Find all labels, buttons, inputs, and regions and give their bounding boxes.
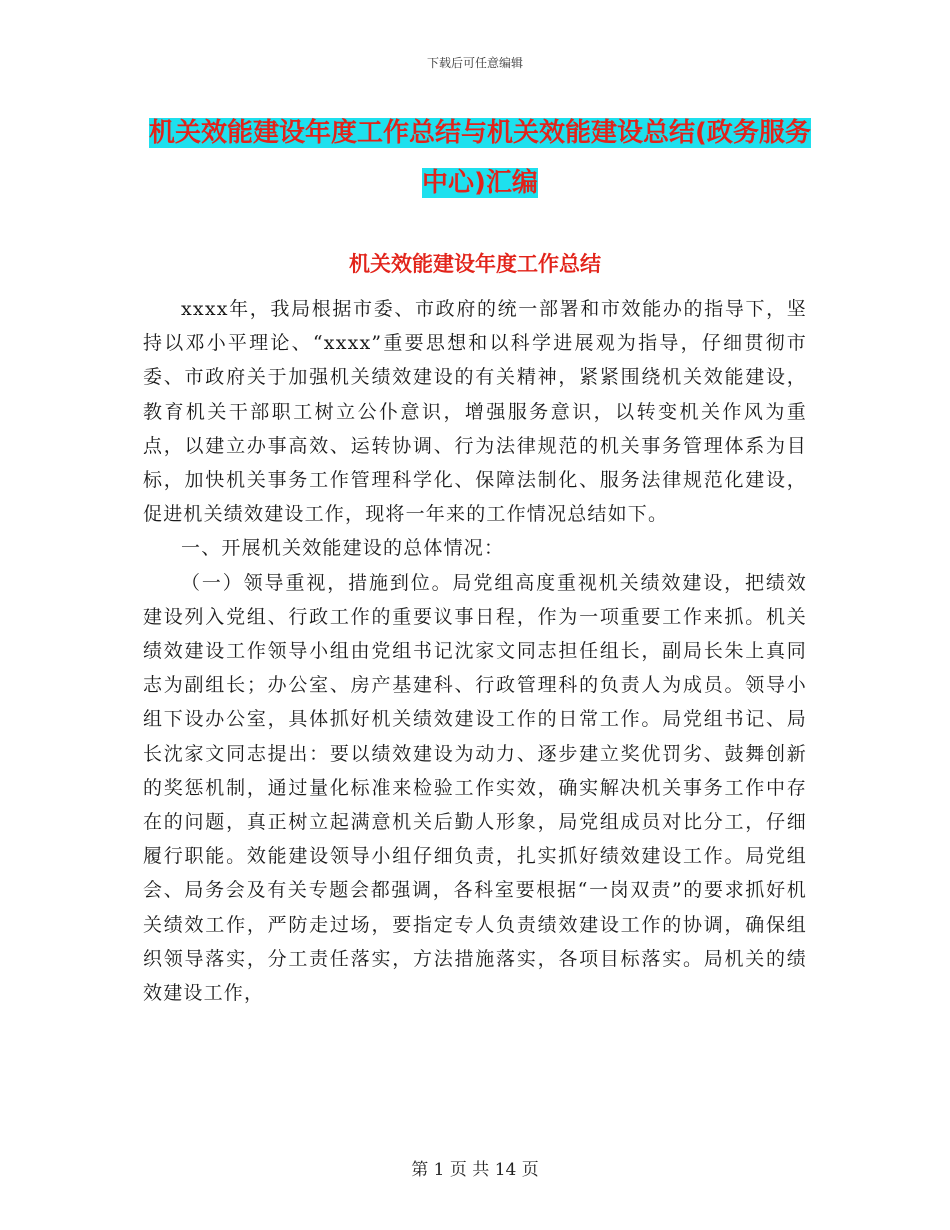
body-text (143, 292, 807, 1010)
page-footer: 第 1 页 共 14 页 (411, 1160, 539, 1180)
paragraph-intro: xxxx年，我局根据市委、市政府的统一部署和市效能办的指导下，坚持以邓小平理论、“xxxx”重要思想和以科学进展观为指导，仔细贯彻市委、市政府关于加强机关绩效建设的有关精神，紧紧围绕机关效能建设，教育机关干部职工树立公仆意识，增强服务意识，以转变机关作风为重点，以建立办事高效、运转协调、行为法律规范的机关事务管理体系为目标，加快机关事务工作管理科学化、保障法制化、服务法律规范化建设，促进机关绩效建设工作，现将一年来的工作情况总结如下。 (143, 298, 807, 526)
paragraph-leadership: （一）领导重视，措施到位。局党组高度重视机关绩效建设，把绩效建设列入党组、行政工作的重要议事日程，作为一项重要工作来抓。机关绩效建设工作领导小组由党组书记沈家文同志担任组长，副局长朱上真同志为副组长；办公室、房产基建科、行政管理科的负责人为成员。领导小组下设办公室，具体抓好机关绩效建设工作的日常工作。局党组书记、局长沈家文同志提出：要以绩效建设为动力、逐步建立奖优罚劣、鼓舞创新的奖惩机制，通过量化标准来检验工作实效，确实解决机关事务工作中存在的问题，真正树立起满意机关后勤人形象，局党组成员对比分工，仔细履行职能。效能建设领导小组仔细负责，扎实抓好绩效建设工作。局党组会、局务会及有关专题会都强调，各科室要根据“一岗双责”的要求抓好机关绩效工作，严防走过场，要指定专人负责绩效建设工作的协调，确保组织领导落实，分工责任落实，方法措施落实，各项目标落实。局机关的绩效建设工作， (143, 571, 807, 1005)
paragraph-heading-1: 一、开展机关效能建设的总体情况： (181, 537, 505, 560)
page-header-note: 下载后可任意编辑 (426, 56, 523, 70)
section-title: 机关效能建设年度工作总结 (349, 252, 601, 276)
document-title (140, 108, 820, 208)
document-title-text: 机关效能建设年度工作总结与机关效能建设总结(政务服务中心)汇编 (149, 118, 811, 198)
